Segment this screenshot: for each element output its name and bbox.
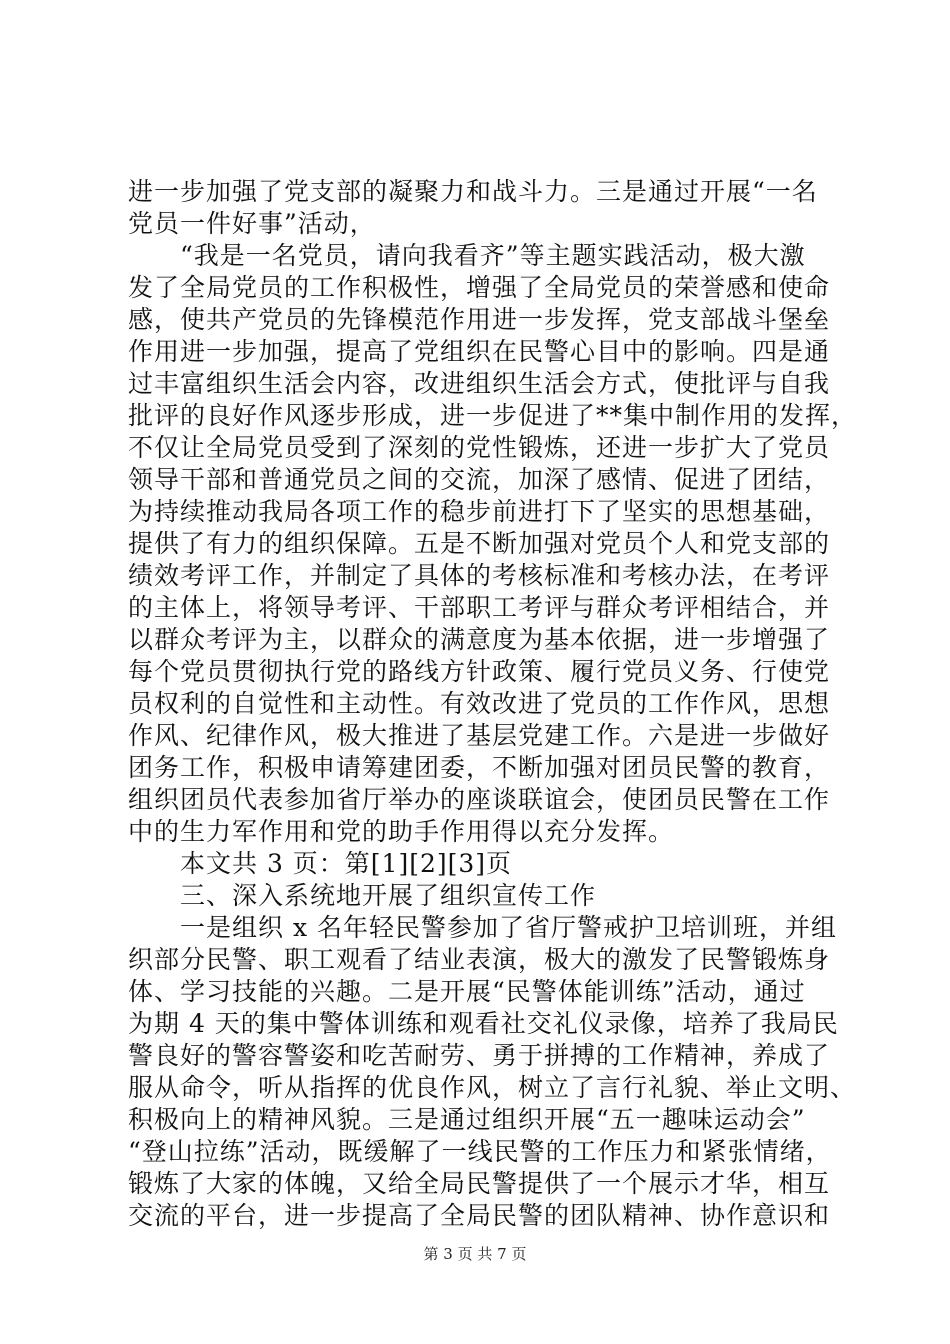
section-heading: 三、深入系统地开展了组织宣传工作 (128, 881, 597, 910)
text-line: 发了全局党员的工作积极性，增强了全局党员的荣誉感和使命 (128, 273, 831, 302)
text-line: “我是一名党员，请向我看齐”等主题实践活动，极大激 (128, 241, 806, 270)
text-line: 批评的良好作风逐步形成，进一步促进了**集中制作用的发挥， (128, 401, 858, 430)
text-line: 作用进一步加强，提高了党组织在民警心目中的影响。四是通 (128, 337, 831, 366)
text-line: 锻炼了大家的体魄，又给全局民警提供了一个展示才华，相互 (128, 1169, 831, 1198)
text-line: 党员一件好事”活动， (128, 209, 376, 238)
text-line: 一是组织 x 名年轻民警参加了省厅警戒护卫培训班，并组 (128, 913, 837, 942)
text-line: 团务工作，积极申请筹建团委，不断加强对团员民警的教育， (128, 753, 831, 782)
text-line: 进一步加强了党支部的凝聚力和战斗力。三是通过开展“一名 (128, 177, 818, 206)
text-line: 员权利的自觉性和主动性。有效改进了党员的工作作风，思想 (128, 689, 831, 718)
text-line: 服从命令，听从指挥的优良作风，树立了言行礼貌、举止文明、 (128, 1073, 857, 1102)
text-line: 本文共 3 页：第[1][2][3]页 (128, 849, 513, 878)
text-line: 不仅让全局党员受到了深刻的党性锻炼，还进一步扩大了党员 (128, 433, 831, 462)
text-line: 每个党员贯彻执行党的路线方针政策、履行党员义务、行使党 (128, 657, 831, 686)
text-line: 织部分民警、职工观看了结业表演，极大的激发了民警锻炼身 (128, 945, 831, 974)
text-line: 领导干部和普通党员之间的交流，加深了感情、促进了团结， (128, 465, 831, 494)
body-text (128, 176, 858, 1232)
text-line: 以群众考评为主，以群众的满意度为基本依据，进一步增强了 (128, 625, 831, 654)
text-line: 的主体上，将领导考评、干部职工考评与群众考评相结合，并 (128, 593, 831, 622)
text-line: 为期 4 天的集中警体训练和观看社交礼仪录像，培养了我局民 (128, 1009, 839, 1038)
page-footer: 第 3 页 共 7 页 (423, 1245, 527, 1263)
text-line: 中的生力军作用和党的助手作用得以充分发挥。 (128, 817, 675, 846)
text-line: 积极向上的精神风貌。三是通过组织开展“五一趣味运动会” (128, 1105, 806, 1134)
text-line: 提供了有力的组织保障。五是不断加强对党员个人和党支部的 (128, 529, 831, 558)
text-line: 过丰富组织生活会内容，改进组织生活会方式，使批评与自我 (128, 369, 831, 398)
text-line: 组织团员代表参加省厅举办的座谈联谊会，使团员民警在工作 (128, 785, 831, 814)
text-line: 感，使共产党员的先锋模范作用进一步发挥，党支部战斗堡垒 (128, 305, 831, 334)
text-line: “登山拉练”活动，既缓解了一线民警的工作压力和紧张情绪， (128, 1137, 832, 1166)
text-line: 绩效考评工作，并制定了具体的考核标准和考核办法，在考评 (128, 561, 831, 590)
text-line: 警良好的警容警姿和吃苦耐劳、勇于拼搏的工作精神，养成了 (128, 1041, 831, 1070)
text-line: 交流的平台，进一步提高了全局民警的团队精神、协作意识和 (128, 1201, 831, 1230)
text-line: 体、学习技能的兴趣。二是开展“民警体能训练”活动，通过 (128, 977, 806, 1006)
text-line: 作风、纪律作风，极大推进了基层党建工作。六是进一步做好 (128, 721, 831, 750)
text-line: 为持续推动我局各项工作的稳步前进打下了坚实的思想基础， (128, 497, 831, 526)
